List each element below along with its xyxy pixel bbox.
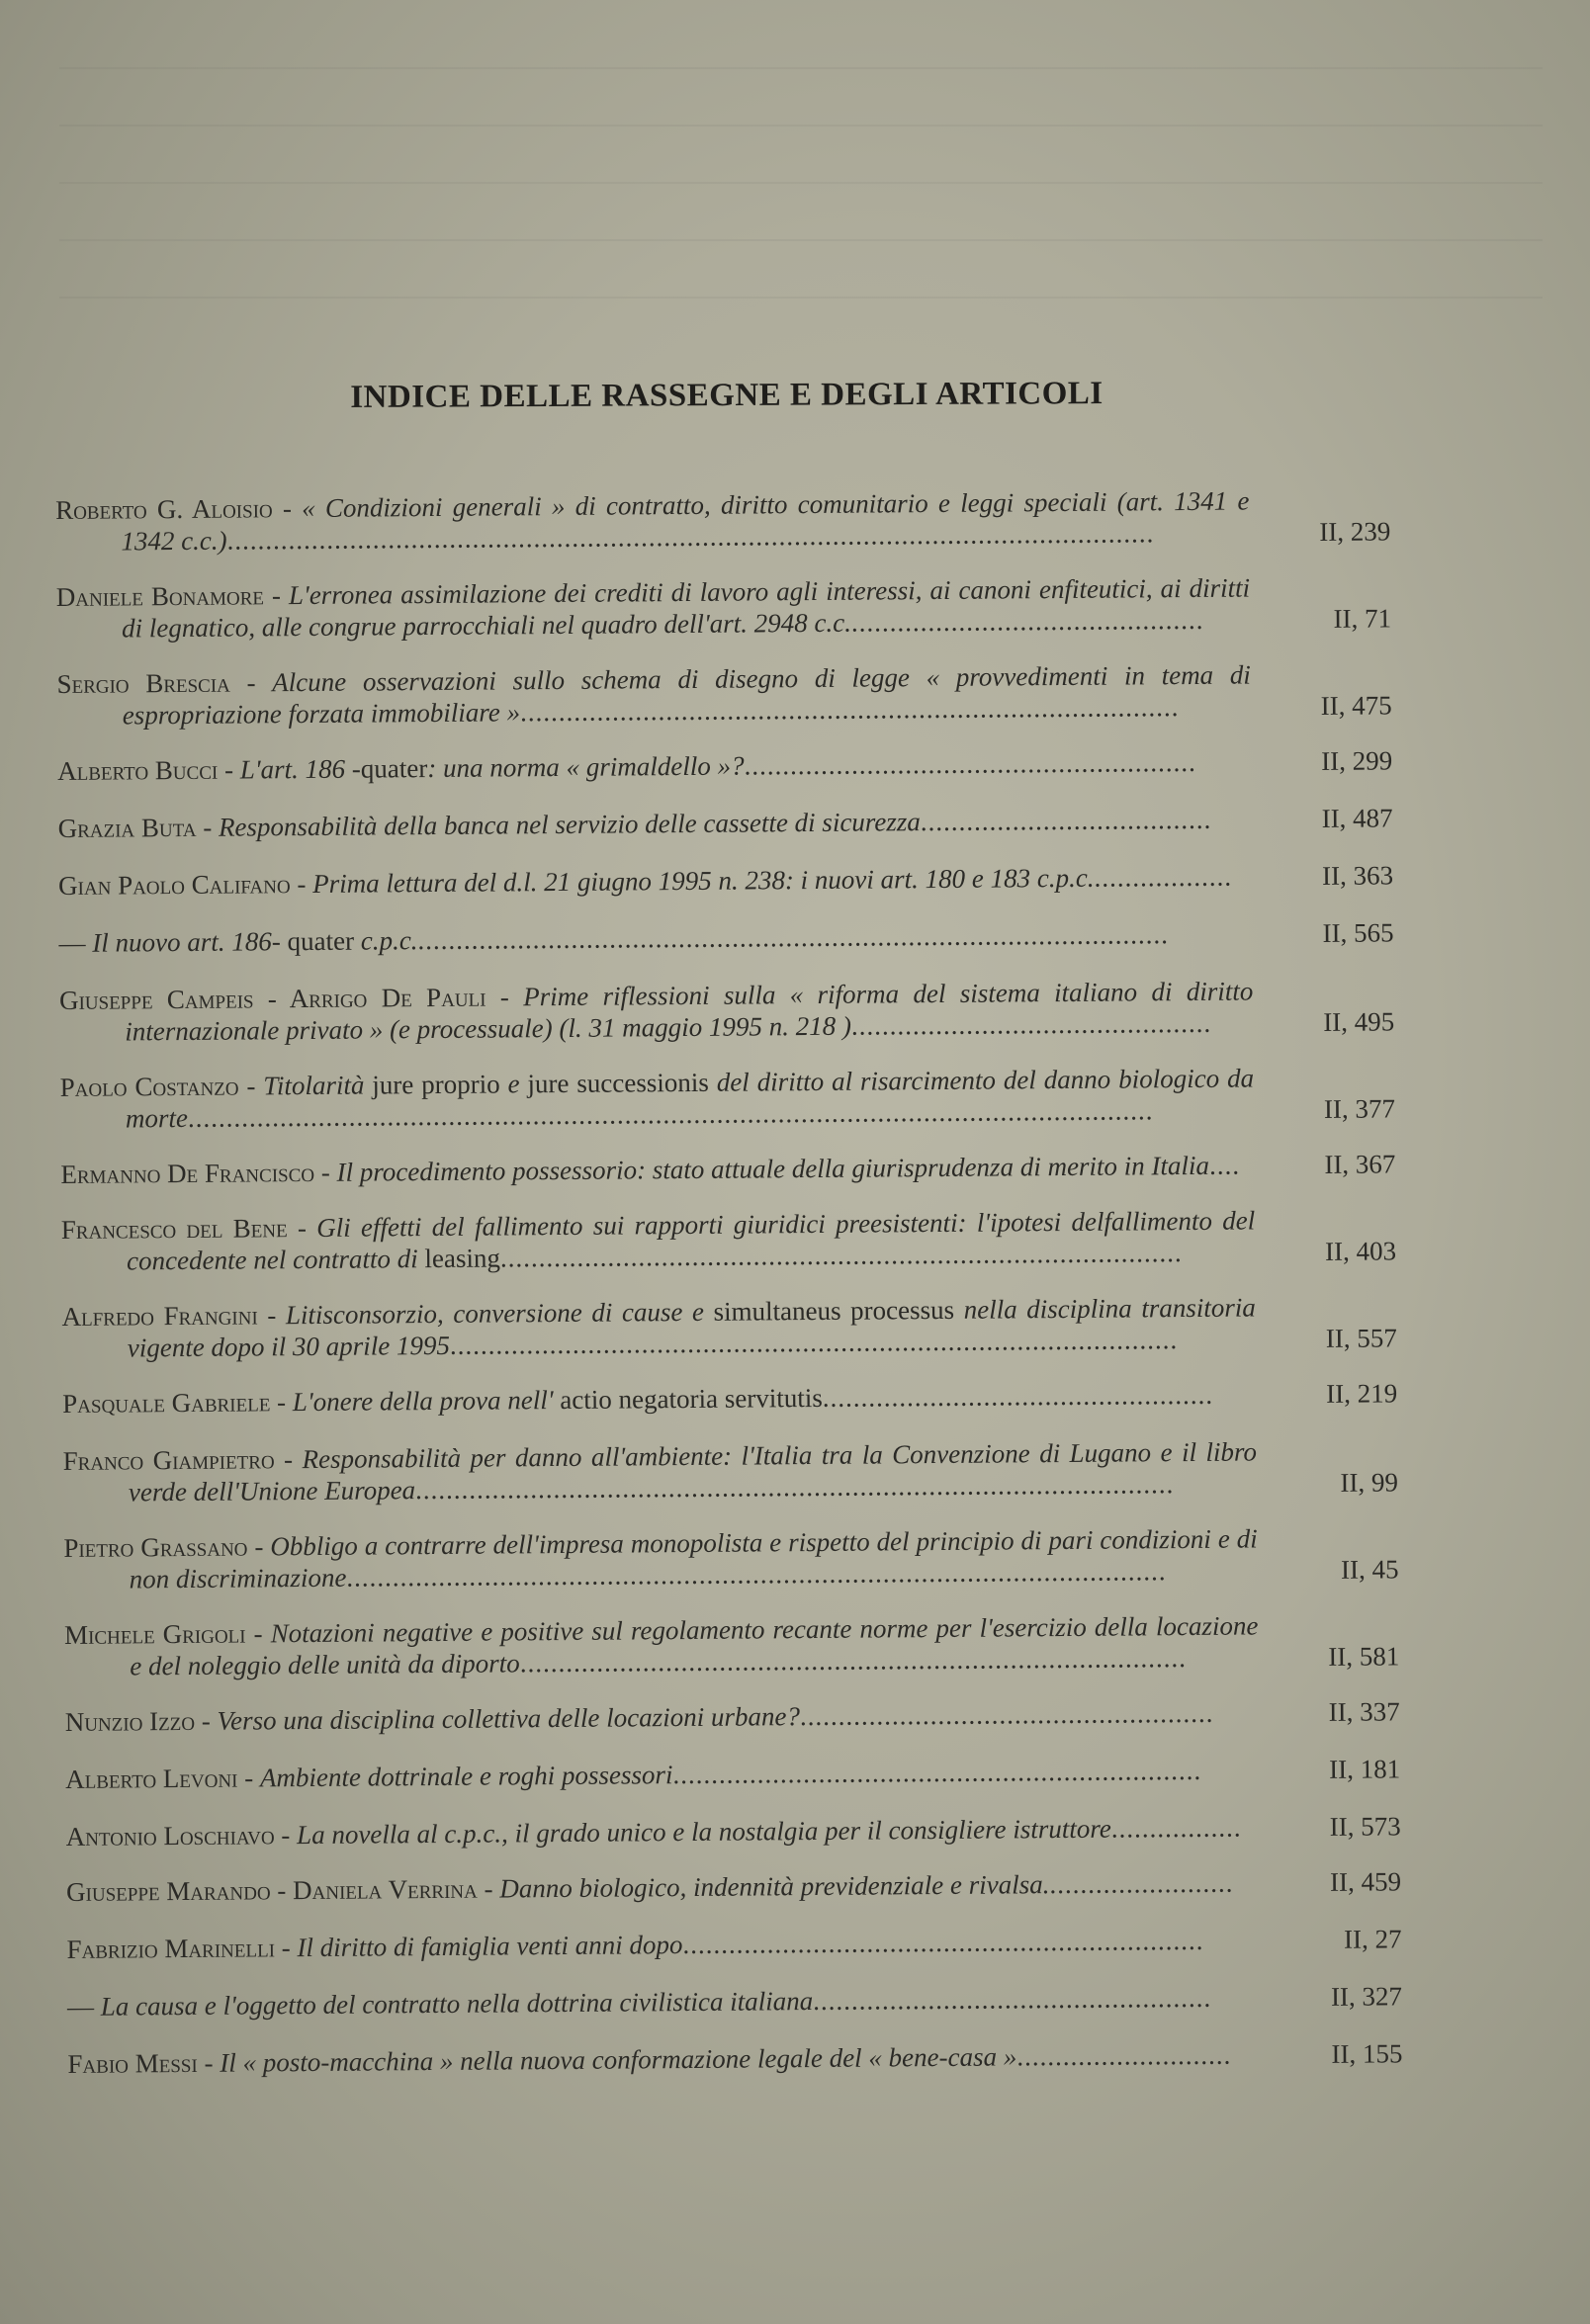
entry-title-part: actio negatoria servitutis — [560, 1382, 823, 1416]
page-title: INDICE DELLE RASSEGNE E DEGLI ARTICOLI — [350, 376, 1104, 415]
entry-page-number: II, 367 — [1324, 1149, 1396, 1179]
entry-title-part: L'erronea assimilazione dei crediti di lavoro agli interessi, ai canoni enfiteutici, ai diritti di legnatico, alle congrue parrocchiali nel quadro dell'art. 2948 c.c. — [121, 572, 1251, 644]
entry-author: Giuseppe Campeis - Arrigo De Pauli — [58, 982, 486, 1015]
entry-page-number: II, 71 — [1333, 603, 1392, 634]
entry-title-part: Il « posto-macchina » nella nuova conformazione legale del « bene-casa » — [220, 2041, 1017, 2078]
entry-page-number: II, 155 — [1331, 2038, 1403, 2069]
dot-leader: ....................................................................................... — [519, 1643, 1188, 1678]
dot-leader: ...................................................... — [799, 1697, 1214, 1732]
entry-author: Giuseppe Marando - Daniela Verrina — [65, 1873, 478, 1907]
entry-title-part: c.p.c. — [360, 925, 418, 956]
entry-author: Fabio Messi — [67, 2047, 198, 2079]
toc-entry-text: Alfredo Frangini - Litisconsorzio, conversione di cause e simultaneus processus nella disciplina transitoria vigente dopo il 30 aprile 1995............................................................................................... — [61, 1292, 1256, 1363]
entry-page-number: II, 581 — [1328, 1641, 1400, 1672]
dot-leader: ........................................................................................................... — [346, 1556, 1167, 1592]
toc-entry-text: Francesco del Bene - Gli effetti del fallimento sui rapporti giuridici preesistenti: l'ipotesi delfallimento del concedente nel contratto di leasing......................................................................................... — [60, 1205, 1256, 1276]
entry-author: Ermanno De Francisco — [60, 1157, 315, 1189]
dot-leader: ................. — [1110, 1812, 1242, 1844]
dot-leader: ........................................................... — [744, 746, 1196, 781]
toc-entry — [64, 1608, 1399, 1682]
toc-entry-text: Pasquale Gabriele - L'onere della prova nell' actio negatoria servitutis................................................... — [62, 1378, 1257, 1419]
dot-leader: .................................................... — [813, 1982, 1212, 2017]
entry-page-number: II, 403 — [1324, 1236, 1397, 1266]
entry-title-part: « Condizioni generali » di contratto, diritto comunitario e leggi speciali (art. 1341 e 1342 c.c.) — [121, 485, 1250, 557]
toc-entry-text: Alberto Bucci - L'art. 186 -quater: una norma « grimaldello »?........................................................... — [57, 746, 1252, 787]
toc-entry — [66, 1865, 1401, 1908]
dot-leader: ...................................................................................... — [519, 692, 1180, 728]
entry-page-number: II, 363 — [1321, 860, 1394, 891]
toc-entry — [58, 859, 1393, 902]
toc-entry — [67, 1980, 1402, 2023]
toc-entry-text — [58, 918, 1253, 959]
entry-title-part: Il diritto di famiglia venti anni dopo — [297, 1930, 683, 1963]
entry-same-author-dash: — — [66, 1991, 95, 2022]
dot-leader: ...................................... — [920, 804, 1212, 837]
dot-leader: ............................ — [1016, 2039, 1232, 2072]
dot-leader: ............................................................................................... — [449, 1325, 1179, 1360]
dot-leader: .................................................................................................. — [417, 919, 1170, 956]
dot-leader: ......................................................................................................................... — [226, 518, 1155, 556]
dot-leader: .... — [1208, 1150, 1241, 1180]
entry-title-part: quater — [287, 925, 361, 957]
entry-page-number: II, 181 — [1329, 1754, 1401, 1784]
toc-entry-text: Giuseppe Campeis - Arrigo De Pauli - Prime riflessioni sulla « riforma del sistema italiano di diritto internazionale privato » (e processuale) (l. 31 maggio 1995 n. 218 )............................................... — [58, 976, 1254, 1047]
entry-title-part: Responsabilità per danno all'ambiente: l'Italia tra la Convenzione di Lugano e il libro verde dell'Unione Europea — [128, 1436, 1258, 1507]
toc-entry — [67, 2037, 1402, 2080]
dot-leader: ........................ — [1049, 1867, 1234, 1900]
entry-title-part: nella disciplina transitoria vigente dopo il 30 aprile 1995 — [127, 1292, 1256, 1363]
entry-author: Antonio Loschiavo — [65, 1820, 275, 1851]
dot-leader: .................. — [1094, 861, 1233, 893]
entry-title-part: Obbligo a contrarre dell'impresa monopolista e rispetto del principio di pari condizioni e di non discriminazione — [129, 1523, 1258, 1594]
dot-leader: .................................................................... — [682, 1925, 1204, 1960]
entry-page-number: II, 27 — [1343, 1924, 1402, 1954]
toc-entry — [58, 916, 1393, 959]
entry-page-number: II, 99 — [1340, 1467, 1399, 1498]
entry-author: Alberto Levoni — [65, 1763, 238, 1794]
entry-author: Michele Grigoli — [63, 1618, 246, 1650]
toc-entry-text: Sergio Brescia - Alcune osservazioni sullo schema di disegno di legge « provvedimenti in tema di espropriazione forzata immobiliare »...................................................................................... — [56, 659, 1251, 731]
entry-title-part: Alcune osservazioni sullo schema di disegno di legge « provvedimenti in tema di espropriazione forzata immobiliare » — [122, 659, 1251, 731]
toc-entry — [56, 570, 1391, 645]
entry-page-number: II, 299 — [1321, 745, 1393, 776]
entry-title-part: L'art. 186 — [239, 753, 352, 785]
entry-author: Grazia Buta — [57, 812, 197, 843]
toc-entry — [55, 483, 1390, 558]
entry-title-part: Gli effetti del fallimento sui rapporti giuridici preesistenti: l'ipotesi delfallimento del concedente nel contratto di — [126, 1205, 1256, 1276]
dot-leader: ................................................... — [822, 1379, 1214, 1413]
toc-entry — [65, 1753, 1400, 1795]
toc-entry-text: Fabrizio Marinelli - Il diritto di famiglia venti anni dopo.................................................................... — [66, 1924, 1261, 1964]
toc-entry — [63, 1434, 1398, 1508]
entry-author: Pietro Grassano — [63, 1531, 248, 1563]
toc-entry-text: Daniele Bonamore - L'erronea assimilazione dei crediti di lavoro agli interessi, ai canoni enfiteutici, ai diritti di legnatico, alle congrue parrocchiali nel quadro dell'art. 2948 c.c............................................... — [55, 572, 1251, 644]
entry-author: Gian Paolo Califano — [57, 869, 291, 901]
toc-entry — [63, 1521, 1398, 1595]
entry-author: Franco Giampietro — [62, 1444, 275, 1476]
entry-author: Paolo Costanzo — [59, 1071, 239, 1102]
toc-entry-text: Pietro Grassano - Obbligo a contrarre dell'impresa monopolista e rispetto del principio di pari condizioni e di non discriminazione........................................................................................................... — [63, 1523, 1258, 1594]
toc-entry — [65, 1695, 1400, 1738]
entry-title-part: Verso una disciplina collettiva delle locazioni urbane? — [217, 1701, 801, 1736]
entry-title-part: La causa e l'oggetto del contratto nella dottrina civilistica italiana — [100, 1986, 814, 2022]
entry-author: Nunzio Izzo — [64, 1705, 196, 1737]
toc-entry-text: Michele Grigoli - Notazioni negative e positive sul regolamento recante norme per l'esercizio della locazione e del noleggio delle unità da diporto....................................................................................... — [63, 1610, 1259, 1681]
entry-title-part: L'onere della prova nell' — [292, 1385, 561, 1418]
toc-entry — [61, 1290, 1396, 1364]
entry-title-part: : una norma « grimaldello »? — [427, 750, 745, 784]
entry-title-part: Prima lettura del d.l. 21 giugno 1995 n. 238: i nuovi art. 180 e 183 c.p.c. — [312, 862, 1095, 899]
toc-entry — [61, 1203, 1396, 1277]
toc-entry-text: Franco Giampietro - Responsabilità per danno all'ambiente: l'Italia tra la Convenzione di Lugano e il libro verde dell'Unione Europea................................................................................................... — [62, 1436, 1258, 1507]
entry-title-part: Litisconsorzio, conversione di cause e — [285, 1296, 714, 1331]
entry-title-part: Prime riflessioni sulla « riforma del sistema italiano di diritto internazionale privato » (e processuale) (l. 31 maggio 1995 n. 218 ) — [125, 976, 1254, 1047]
entry-author: Alberto Bucci — [57, 754, 219, 786]
toc-entry — [59, 974, 1394, 1048]
dot-leader: ......................................................................................... — [499, 1238, 1183, 1273]
toc-entry — [62, 1377, 1397, 1420]
toc-entry-text: Roberto G. Aloisio - « Condizioni generali » di contratto, diritto comunitario e leggi speciali (art. 1341 e 1342 c.c.)......................................................................................................................... — [55, 485, 1250, 557]
entry-author: Pasquale Gabriele — [62, 1387, 271, 1419]
entry-title-part: del diritto al risarcimento del danno biologico da morte — [125, 1063, 1255, 1134]
toc-entry-text: Paolo Costanzo - Titolarità jure proprio e jure successionis del diritto al risarcimento del danno biologico da morte.............................................................................................................................. — [59, 1063, 1255, 1134]
entry-page-number: II, 377 — [1323, 1093, 1396, 1124]
toc-entry — [66, 1923, 1401, 1965]
entry-author: Daniele Bonamore — [55, 580, 265, 612]
entry-author: Alfredo Frangini — [61, 1300, 258, 1332]
entry-title-part: leasing — [424, 1243, 501, 1274]
entry-title-part: Ambiente dottrinale e roghi possessori — [259, 1760, 673, 1793]
toc-entry-text: Grazia Buta - Responsabilità della banca nel servizio delle cassette di sicurezza...................................... — [58, 804, 1253, 844]
entry-author: Francesco del Bene — [60, 1213, 288, 1245]
entry-page-number: II, 337 — [1328, 1696, 1400, 1727]
dot-leader: ................................................................................................... — [414, 1469, 1175, 1506]
entry-author: Roberto G. Aloisio — [55, 493, 273, 525]
entry-author: Fabrizio Marinelli — [66, 1933, 276, 1964]
entry-page-number: II, 495 — [1323, 1006, 1395, 1037]
entry-page-number: II, 565 — [1322, 917, 1394, 948]
entry-author: Sergio Brescia — [56, 667, 230, 699]
toc-entry-text: Giuseppe Marando - Daniela Verrina - Danno biologico, indennità previdenziale e rivalsa......................... — [66, 1866, 1261, 1907]
entry-page-number: II, 557 — [1325, 1323, 1397, 1353]
entry-title-part: La novella al c.p.c., il grado unico e la nostalgia per il consigliere istruttore — [296, 1813, 1111, 1851]
entry-title-part: jure successionis — [527, 1067, 717, 1099]
entry-page-number: II, 239 — [1319, 516, 1391, 547]
toc-entry-text: Fabio Messi - Il « posto-macchina » nella nuova conformazione legale del « bene-casa »............................ — [67, 2038, 1262, 2079]
entry-title-part: Notazioni negative e positive sul regolamento recante norme per l'esercizio della locazione e del noleggio delle unità da diporto — [130, 1610, 1259, 1681]
toc-entry-text: Antonio Loschiavo - La novella al c.p.c., il grado unico e la nostalgia per il consigliere istruttore................. — [66, 1811, 1261, 1851]
entry-page-number: II, 459 — [1329, 1866, 1402, 1897]
entry-same-author-dash: — — [58, 927, 86, 958]
entry-title-part: simultaneus processus — [713, 1294, 964, 1327]
entry-page-number: II, 487 — [1321, 803, 1393, 833]
entry-title-part: Titolarità — [263, 1070, 373, 1101]
entry-page-number: II, 45 — [1340, 1554, 1399, 1585]
toc-entry — [60, 1061, 1395, 1135]
toc-entry-text: Nunzio Izzo - Verso una disciplina collettiva delle locazioni urbane?...................................................... — [65, 1696, 1260, 1737]
toc-entry-text: Gian Paolo Califano - Prima lettura del d.l. 21 giugno 1995 n. 238: i nuovi art. 180 e 183 c.p.c................... — [58, 861, 1253, 902]
entry-page-number: II, 475 — [1320, 690, 1392, 721]
entry-page-number: II, 573 — [1329, 1811, 1401, 1842]
entry-title-part: jure proprio — [372, 1069, 508, 1100]
entry-title-part: Danno biologico, indennità previdenziale e rivalsa. — [499, 1869, 1050, 1904]
dot-leader: .............................................................................................................................. — [187, 1095, 1154, 1133]
entry-title-part: Il procedimento possessorio: stato attuale della giurisprudenza di merito in Italia — [336, 1150, 1210, 1187]
entry-title-part: -quater — [351, 753, 428, 784]
toc-entry-text — [67, 1981, 1262, 2022]
entry-page-number: II, 219 — [1326, 1378, 1398, 1409]
entry-title-part: e — [507, 1069, 528, 1099]
toc-entry — [66, 1810, 1401, 1852]
toc-entry — [60, 1148, 1395, 1190]
table-of-contents — [55, 483, 1403, 2106]
toc-entry — [57, 744, 1392, 787]
dot-leader: ..................................................................... — [672, 1755, 1202, 1790]
dot-leader: .............................................. — [850, 604, 1204, 638]
entry-title-part: Responsabilità della banca nel servizio delle cassette di sicurezza — [218, 807, 921, 842]
toc-entry — [58, 802, 1393, 844]
dot-leader: ............................................... — [850, 1007, 1212, 1041]
toc-entry-text: Ermanno De Francisco - Il procedimento possessorio: stato attuale della giurisprudenza di merito in Italia.... — [60, 1149, 1255, 1189]
entry-page-number: II, 327 — [1330, 1981, 1403, 2012]
entry-title-part: Il nuovo art. 186- — [92, 926, 288, 958]
bleed-through-text — [59, 30, 1543, 326]
toc-entry-text: Alberto Levoni - Ambiente dottrinale e roghi possessori..................................................................... — [65, 1754, 1260, 1794]
toc-entry — [56, 657, 1391, 732]
